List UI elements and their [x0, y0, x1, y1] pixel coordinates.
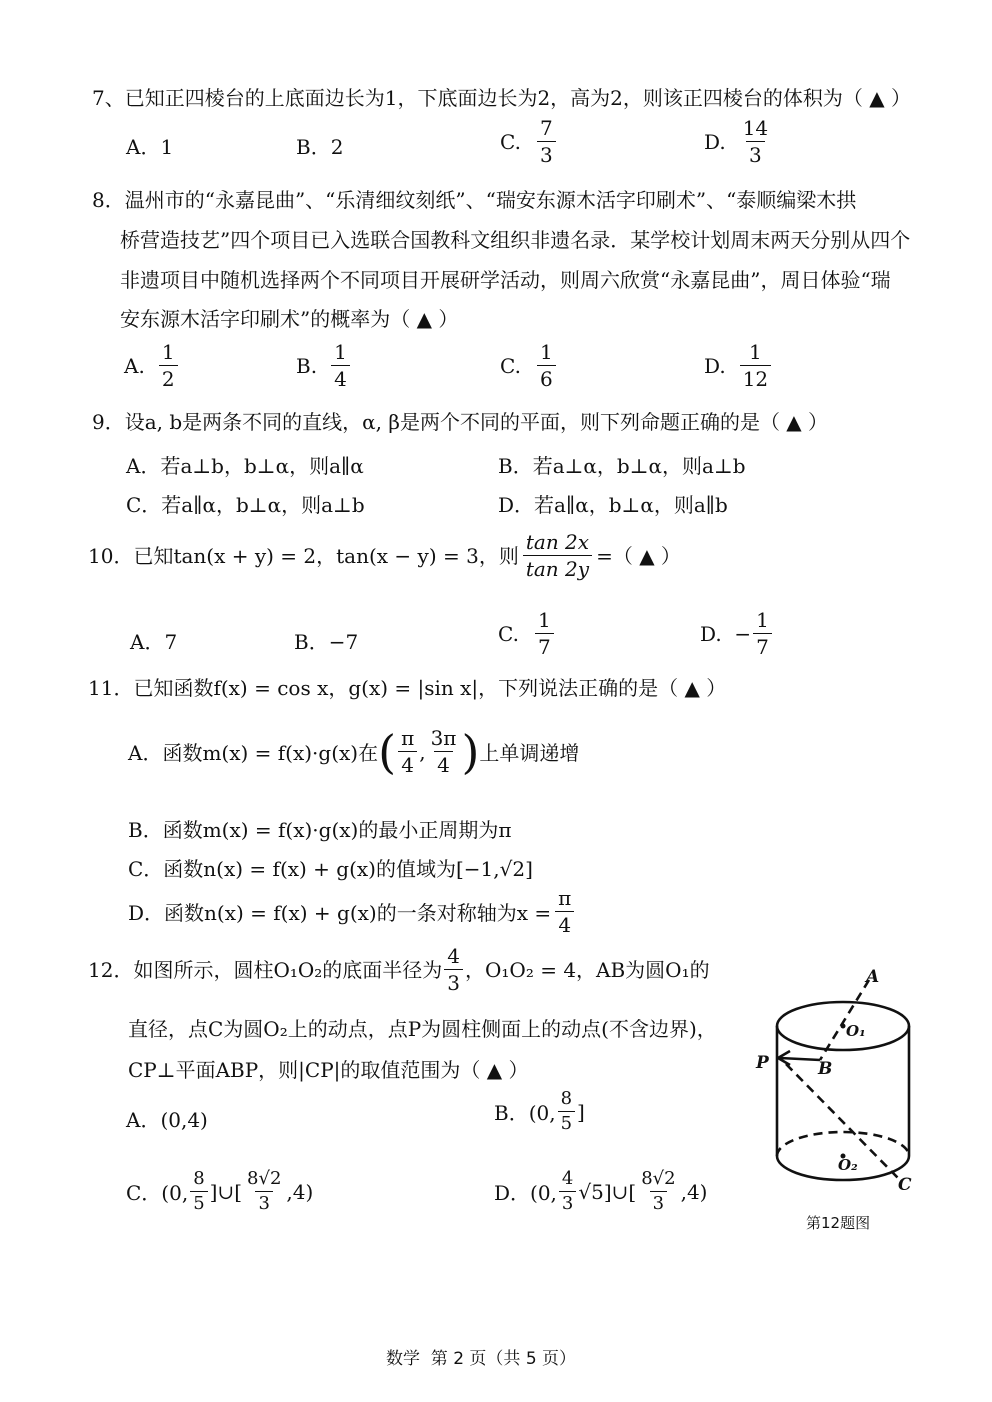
q10-ratio-num: tan 2x	[525, 530, 590, 554]
label-c: C	[898, 1175, 912, 1195]
center-o1-dot	[841, 1024, 846, 1029]
q10-c-den: 7	[535, 633, 554, 657]
q12-c-n2: 8√2	[247, 1168, 282, 1189]
label-o1: O₁	[846, 1022, 866, 1040]
q7-c-den: 3	[537, 141, 556, 165]
q8-c-den: 6	[537, 365, 556, 389]
q7-stem: 7、已知正四棱台的上底面边长为1，下底面边长为2，高为2，则该正四棱台的体积为（ ▲ ）	[92, 86, 911, 110]
q12-option-d-pre: D．(0,	[494, 1181, 557, 1205]
q12-d-frac1	[559, 1170, 576, 1213]
q10-option-c-fraction	[535, 610, 554, 657]
q11-option-d	[128, 888, 576, 935]
q10-stem-post: =（ ▲ ）	[596, 543, 681, 568]
q11-option-c: C．函数n(x) = f(x) + g(x)的值域为[−1,√2]	[128, 857, 533, 881]
q10-option-c-label: C.	[498, 621, 519, 646]
q9-option-d: D．若a∥α，b⊥α，则a∥b	[498, 493, 728, 517]
q11-left-paren: (	[378, 724, 397, 779]
page-footer: 数学 第 2 页（共 5 页）	[386, 1349, 577, 1369]
q7-option-d-label: D.	[704, 129, 726, 154]
q12-d-n1: 4	[561, 1168, 574, 1189]
q11-a-n1: π	[401, 726, 415, 750]
q11-comma: ,	[419, 739, 426, 764]
q12-option-d-mid: √5]∪[	[578, 1179, 637, 1204]
q12-d-frac2	[638, 1170, 678, 1213]
q7-option-c-fraction	[537, 118, 556, 165]
q10-d-num: 1	[756, 608, 769, 632]
q12-b-fraction	[558, 1090, 575, 1133]
q8-stem-line1: 8．温州市的“永嘉昆曲”、“乐清细纹刻纸”、“瑞安东源木活字印刷术”、“泰顺编梁木拱	[92, 188, 857, 212]
cylinder-figure	[748, 960, 948, 1200]
q10-option-d-fraction	[753, 610, 772, 657]
q12-b-den: 5	[558, 1111, 575, 1133]
q11-option-d-pre: D．函数n(x) = f(x) + g(x)的一条对称轴为x =	[128, 901, 552, 925]
q10-option-a: A．7	[130, 630, 178, 654]
q11-d-den: 4	[555, 911, 574, 935]
q8-a-den: 2	[159, 365, 178, 389]
label-o2: O₂	[838, 1156, 858, 1174]
q10-stem	[88, 532, 681, 579]
q12-c-d1: 5	[190, 1191, 207, 1213]
q11-a-d2: 4	[434, 751, 453, 775]
q12-option-c	[126, 1170, 313, 1213]
q8-b-num: 1	[334, 340, 347, 364]
q12-option-c-mid: ]∪[	[209, 1179, 243, 1204]
q12-c-frac1	[190, 1170, 207, 1213]
q12-option-c-pre: C．(0,	[126, 1181, 189, 1205]
q11-a-frac1	[398, 728, 417, 775]
q10-option-c	[498, 610, 556, 657]
q11-option-a-post: 上单调递增	[479, 741, 580, 765]
q7-d-den: 3	[746, 141, 765, 165]
q12-option-d-post: ,4)	[680, 1179, 708, 1204]
q12-stem-line1	[88, 946, 710, 993]
bottom-back-arc	[777, 1132, 909, 1156]
q7-option-c-label: C.	[500, 129, 521, 154]
q8-stem-line3: 非遗项目中随机选择两个不同项目开展研学活动，则周六欣赏“永嘉昆曲”，周日体验“瑞	[120, 268, 891, 292]
q11-a-d1: 4	[398, 751, 417, 775]
q10-option-d-label: D. −	[700, 621, 752, 646]
q12-c-d2: 3	[255, 1191, 272, 1213]
label-a: A	[866, 967, 880, 987]
q11-option-a	[128, 724, 580, 779]
q11-d-num: π	[558, 886, 572, 910]
q11-a-frac2	[428, 728, 460, 775]
q8-a-num: 1	[161, 340, 175, 364]
q10-ratio-fraction	[523, 532, 592, 579]
q12-option-d	[494, 1170, 707, 1213]
q10-c-num: 1	[537, 608, 551, 632]
q8-option-d-label: D.	[704, 353, 726, 378]
q12-d-n2: 8√2	[641, 1168, 676, 1189]
q8-d-den: 12	[740, 365, 771, 389]
q8-option-c-label: C.	[500, 353, 521, 378]
q10-option-d	[700, 610, 774, 657]
q8-option-d	[704, 342, 773, 389]
q10-option-b: B．−7	[294, 630, 359, 654]
q9-stem: 9．设a, b是两条不同的直线，α, β是两个不同的平面，则下列命题正确的是（ ▲ ）	[92, 410, 829, 434]
q12-b-num: 8	[560, 1088, 573, 1109]
q12-stem-line3: CP⊥平面ABP，则|CP|的取值范围为（ ▲ ）	[128, 1058, 529, 1082]
q12-option-b-post: ]	[577, 1099, 585, 1124]
q12-stem1-post: ，O₁O₂ = 4，AB为圆O₁的	[465, 957, 710, 982]
q12-c-frac2	[244, 1170, 284, 1213]
q8-option-a	[124, 342, 180, 389]
q12-r-den: 3	[444, 969, 463, 993]
q8-option-b-label: B.	[296, 353, 318, 378]
q8-b-den: 4	[331, 365, 350, 389]
q12-d-d1: 3	[559, 1191, 576, 1213]
q12-option-c-post: ,4)	[286, 1179, 314, 1204]
q8-stem-line2: 桥营造技艺”四个项目已入选联合国教科文组织非遗名录．某学校计划周末两天分别从四个	[120, 228, 911, 252]
q11-right-paren: )	[461, 724, 480, 779]
q11-a-n2: 3π	[430, 726, 457, 750]
q9-option-b: B．若a⊥α，b⊥α，则a⊥b	[498, 454, 746, 478]
q9-option-c: C．若a∥α，b⊥α，则a⊥b	[126, 493, 365, 517]
q8-d-num: 1	[749, 340, 762, 364]
figure-caption: 第12题图	[806, 1214, 871, 1232]
q8-option-c	[500, 342, 558, 389]
q10-stem-pre: 10．已知tan(x + y) = 2，tan(x − y) = 3，则	[88, 543, 519, 568]
q8-option-a-fraction	[159, 342, 178, 389]
q12-radius-fraction	[444, 946, 463, 993]
q7-option-d	[704, 118, 773, 165]
q9-option-a: A．若a⊥b，b⊥α，则a∥α	[126, 454, 364, 478]
q8-option-c-fraction	[537, 342, 556, 389]
q10-ratio-den: tan 2y	[523, 555, 592, 579]
segment-bp	[780, 1058, 820, 1060]
q11-option-a-pre: A．函数m(x) = f(x)·g(x)在	[128, 741, 379, 765]
q7-c-num: 7	[539, 116, 553, 140]
q12-option-a: A．(0,4)	[126, 1108, 208, 1132]
label-p: P	[756, 1053, 769, 1073]
q12-r-num: 4	[447, 944, 461, 968]
q8-option-b	[296, 342, 352, 389]
q11-option-b: B．函数m(x) = f(x)·g(x)的最小正周期为π	[128, 818, 512, 842]
q7-option-d-fraction	[740, 118, 771, 165]
q7-option-c	[500, 118, 558, 165]
q12-stem-line2: 直径，点C为圆O₂上的动点，点P为圆柱侧面上的动点(不含边界)，	[128, 1017, 717, 1041]
label-b: B	[818, 1059, 833, 1079]
q8-option-d-fraction	[740, 342, 771, 389]
q8-stem-line4: 安东源木活字印刷术”的概率为（ ▲ ）	[120, 307, 459, 331]
q8-option-b-fraction	[331, 342, 350, 389]
q10-d-den: 7	[753, 633, 772, 657]
q12-c-n1: 8	[193, 1168, 205, 1189]
q7-option-b: B．2	[296, 135, 344, 159]
q7-d-num: 14	[742, 116, 769, 140]
q11-d-fraction	[555, 888, 574, 935]
q11-stem: 11．已知函数f(x) = cos x，g(x) = |sin x|，下列说法正确的是（ ▲ ）	[88, 676, 727, 700]
q12-option-b	[494, 1090, 585, 1133]
q12-d-d2: 3	[650, 1191, 667, 1213]
q8-c-num: 1	[539, 340, 553, 364]
q7-option-a: A．1	[126, 135, 174, 159]
q12-stem1-pre: 12．如图所示，圆柱O₁O₂的底面半径为	[88, 957, 443, 982]
q12-option-b-pre: B．(0,	[494, 1101, 556, 1125]
q8-option-a-label: A.	[124, 353, 145, 378]
